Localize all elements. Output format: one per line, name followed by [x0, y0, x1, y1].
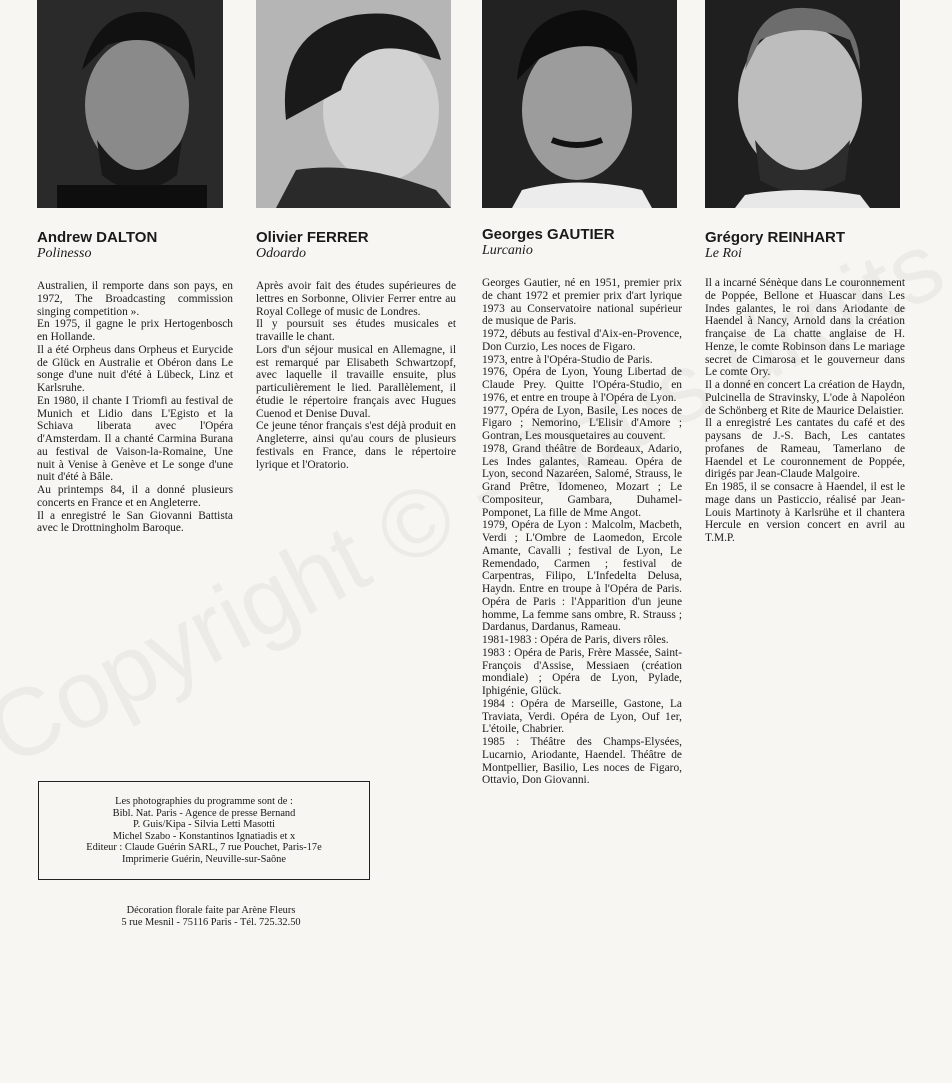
artist-name-dalton: Andrew DALTON: [37, 229, 158, 246]
bio-paragraph: 1973, entre à l'Opéra-Studio de Paris.: [482, 353, 653, 366]
portrait-andrew-dalton: [37, 0, 223, 208]
bio-paragraph: Il y poursuit ses études musicales et travaille le chant.: [256, 318, 456, 343]
florist-line: 5 rue Mesnil - 75116 Paris - Tél. 725.32.50: [121, 917, 301, 928]
florist-credit: [38, 905, 384, 929]
artist-role-dalton: Polinesso: [37, 246, 92, 261]
bio-paragraph: 1985 : Théâtre des Champs-Elysées, Lucarnio, Ariodante, Haendel. Théâtre de Montpellier, Basilio, Les noces de Figaro, Ottavio, Don Giovanni.: [482, 736, 682, 787]
credits-line: Editeur : Claude Guérin SARL, 7 rue Pouchet, Paris-17e: [86, 842, 322, 854]
credits-line: Les photographies du programme sont de :: [115, 796, 293, 807]
credits-line: Bibl. Nat. Paris - Agence de presse Bernand: [112, 807, 296, 819]
bio-paragraph: Il a incarné Sénèque dans Le couronnement de Poppée, Bellone et Huascar dans Les Indes galantes, le roi dans Ariodante de Haendel à Nancy, Arnold dans la création française de La chatte anglaise de H. Henze, le comte Robinson dans Le mariage secret de Cimarosa et le gouverneur dans Le comte Ory.: [705, 277, 905, 379]
artist-bio-dalton: [37, 280, 233, 535]
bio-paragraph: 1972, débuts au festival d'Aix-en-Provence, Don Curzio, Les noces de Figaro.: [482, 328, 682, 353]
florist-line: Décoration florale faite par Arène Fleurs: [126, 905, 296, 916]
photo-gregory-reinhart: [705, 0, 900, 208]
photo-georges-gautier: [482, 0, 677, 208]
bio-paragraph: 1981-1983 : Opéra de Paris, divers rôles.: [482, 634, 669, 646]
bio-paragraph: Lors d'un séjour musical en Allemagne, il est remarqué par Elisabeth Schwartzopf, avec laquelle il travaille ensuite, plus particulièrement le lied. Parallèlement, il étudie le répertoire français avec Hugues Cuenod et Denise Duval.: [256, 343, 456, 420]
bio-paragraph: 1983 : Opéra de Paris, Frère Massée, Saint-François d'Assise, Messiaen (création mondiale) ; Opéra de Lyon, Pylade, Iphigénie, Glück.: [482, 646, 682, 697]
bio-paragraph: Il a donné en concert La création de Haydn, Pulcinella de Stravinsky, L'ode à Napoléon de Schönberg et Rite de Maurice Delaistier.: [705, 379, 905, 417]
bio-paragraph: 1979, Opéra de Lyon : Malcolm, Macbeth, Verdi ; L'Ombre de Laomedon, Ercole Amante, Cavalli ; festival de Lyon, Le Remendado, Carmen ; festival de Carpentras, Filipo, L'Infedelta Delusa, Haydn. Entre en troupe à l'Opéra de Paris. Opéra de Paris : l'Apparition d'un jeune homme, La femme sans ombre, R. Strauss ; Dardanus, Dardanus, Rameau.: [482, 519, 682, 634]
artist-name-gautier: Georges GAUTIER: [482, 226, 615, 243]
bio-paragraph: Après avoir fait des études supérieures de lettres en Sorbonne, Olivier Ferrer entre au Royal College of music de Londres.: [256, 280, 456, 318]
bio-paragraph: Georges Gautier, né en 1951, premier prix de chant 1972 et premier prix d'art lyrique 1973 au Conservatoire national supérieur de musique de Paris.: [482, 277, 682, 328]
bio-paragraph: Ce jeune ténor français s'est déjà produit en Angleterre, ainsi qu'au cours de plusieurs festivals en France, dans le répertoire lyrique et l'Oratorio.: [256, 420, 456, 471]
credits-line: Michel Szabo - Konstantinos Ignatiadis et x: [112, 830, 296, 842]
bio-paragraph: 1984 : Opéra de Marseille, Gastone, La Traviata, Verdi. Opéra de Lyon, Ouf 1er, L'étoile, Chabrier.: [482, 697, 682, 736]
portrait-gregory-reinhart: [705, 0, 900, 208]
bio-paragraph: En 1985, il se consacre à Haendel, il est le mage dans un Pasticcio, réalisé par Jean-Louis Martinoty à Karlsrühe et il chantera Hercule en version concert en avril au T.M.P.: [705, 481, 905, 544]
artist-bio-gautier: [482, 277, 682, 787]
photo-credits-box: [38, 781, 370, 880]
bio-paragraph: Au printemps 84, il a donné plusieurs concerts en France et en Angleterre.: [37, 484, 233, 509]
bio-paragraph: Australien, il remporte dans son pays, en 1972, The Broadcasting commission singing competition ».: [37, 280, 233, 318]
bio-paragraph: Il a enregistré Les cantates du café et des paysans de J.-S. Bach, Les cantates profanes de Rameau, Tamerlano de Haendel et Le couronnement de Poppée, dirigés par Jean-Claude Malgoire.: [705, 417, 905, 481]
artist-role-ferrer: Odoardo: [256, 246, 307, 261]
bio-paragraph: 1978, Grand théâtre de Bordeaux, Adario, Les Indes galantes, Rameau. Opéra de Lyon, second Nazaréen, Salomé, Strauss, le Grand Prêtre, Idomeneo, Mozart ; Le Compositeur, Gambara, Duhamel-Pomponet, La fille de Mme Angot.: [482, 442, 682, 519]
bio-paragraph: 1977, Opéra de Lyon, Basile, Les noces de Figaro ; Nemorino, L'Elisir d'Amore ; Gontran, Les mousquetaires au couvent.: [482, 404, 682, 442]
bio-paragraph: Il a enregistré le San Giovanni Battista avec le Drottningholm Baroque.: [37, 509, 233, 535]
photo-olivier-ferrer: [256, 0, 451, 208]
portrait-olivier-ferrer: [256, 0, 451, 208]
portrait-georges-gautier: [482, 0, 677, 208]
bio-paragraph: Il a été Orpheus dans Orpheus et Eurycide de Glück en Australie et Obéron dans Le songe d'une nuit d'été à Lübeck, Linz et Karlsruhe.: [37, 343, 233, 394]
artist-role-reinhart: Le Roi: [705, 246, 742, 261]
credits-line: P. Guis/Kipa - Silvia Letti Masotti: [132, 819, 275, 831]
artist-bio-ferrer: [256, 280, 456, 471]
bio-paragraph: En 1975, il gagne le prix Hertogenbosch en Hollande.: [37, 318, 233, 343]
credits-line: Imprimerie Guérin, Neuville-sur-Saône: [122, 853, 286, 865]
artist-role-gautier: Lurcanio: [482, 243, 533, 258]
artist-bio-reinhart: [705, 277, 905, 545]
artist-name-ferrer: Olivier FERRER: [256, 229, 369, 246]
photo-andrew-dalton: [37, 0, 223, 208]
bio-paragraph: 1976, Opéra de Lyon, Young Libertad de Claude Prey. Quitte l'Opéra-Studio, en 1976, et entre en troupe à l'Opéra de Lyon.: [482, 366, 682, 404]
bio-paragraph: En 1980, il chante I Triomfi au festival de Munich et Lidio dans L'Egisto et la Schiava liberata avec l'Opéra d'Amsterdam. Il a chanté Carmina Burana au festival de Vaison-la-Romaine, Une nuit à Venise à Genève et Le songe d'une nuit d'été à Bâle.: [37, 394, 233, 484]
artist-name-reinhart: Grégory REINHART: [705, 229, 846, 246]
